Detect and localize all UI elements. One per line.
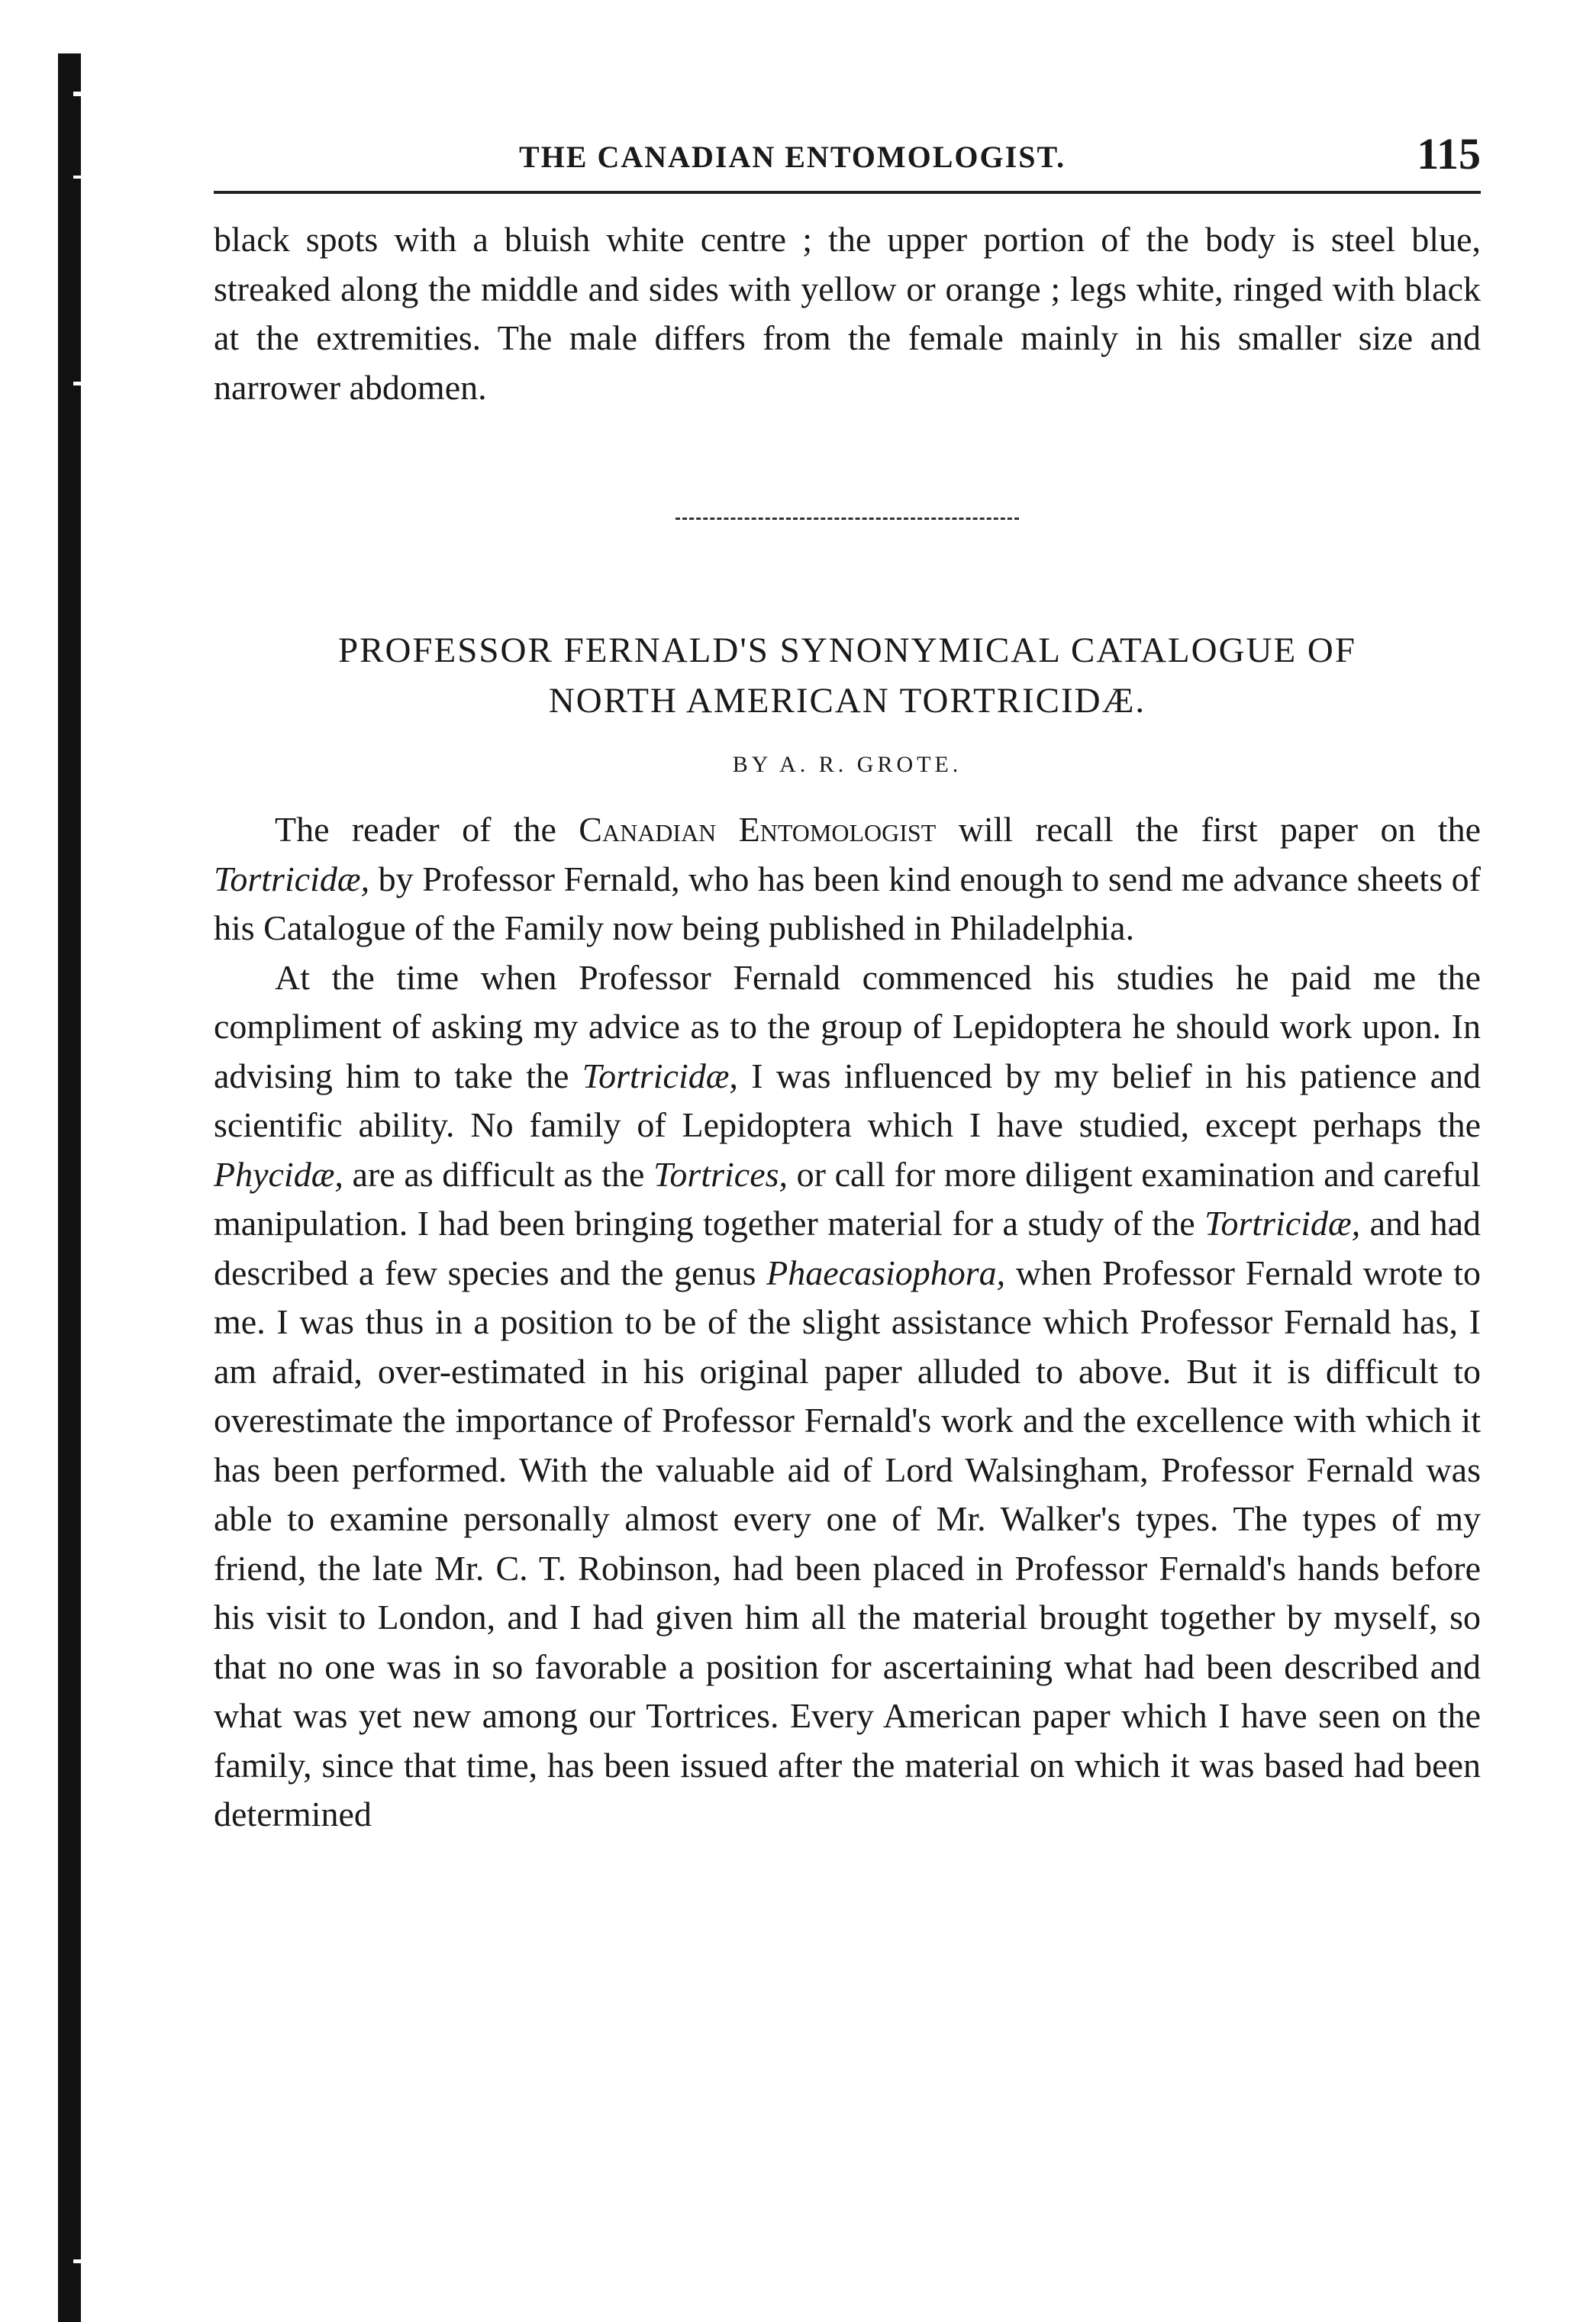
- running-title: THE CANADIAN ENTOMOLOGIST.: [519, 140, 1066, 174]
- article-title-line-2: NORTH AMERICAN TORTRICIDÆ.: [548, 681, 1146, 721]
- taxon-name: Tortricidæ,: [1204, 1204, 1361, 1243]
- text-run: will recall the first paper on the: [936, 810, 1481, 849]
- continued-paragraph: black spots with a bluish white centre ; the upper portion of the body is steel blue, streaked along the middle and sides with yellow or orange ; legs white, ringed with black at the extremities. The male differs from the female mainly in his smaller size and narrower abdomen.: [214, 220, 1481, 407]
- header-rule: [214, 191, 1481, 194]
- text-run: The reader of the: [275, 810, 579, 849]
- page-number: 115: [1417, 129, 1481, 179]
- document-page: [214, 122, 1481, 1840]
- taxon-name: Tortricidæ,: [214, 859, 370, 898]
- paragraph-2: [214, 953, 1481, 1840]
- paragraph-1: [214, 805, 1481, 953]
- text-run: by Professor Fernald, who has been kind enough to send me advance sheets of his Catalogue of the Family now being published in Philadelphia.: [214, 859, 1481, 947]
- article-byline: BY A. R. GROTE.: [732, 752, 962, 777]
- taxon-name: Phycidæ,: [214, 1154, 343, 1194]
- binding-edge: [58, 53, 81, 2322]
- running-header: [214, 122, 1481, 191]
- text-run: At the time when Professor Fernald commenced his studies he paid me the compliment of asking my advice as to the group of Lepidoptera he should work upon. In advising him to take the: [214, 957, 1481, 1095]
- taxon-name: Tortricidæ,: [582, 1056, 738, 1095]
- text-run: when Professor Fernald wrote to me. I was thus in a position to be of the slight assistance which Professor Fernald has, I am afraid, over-estimated in his original paper alluded to above. But it is difficult to overestimate the importance of Professor Fernald's work and the excellence with which it has been performed. With the valuable aid of Lord Walsingham, Professor Fernald was able to examine personally almost every one of Mr. Walker's types. The types of my friend, the late Mr. C. T. Robinson, had been placed in Professor Fernald's hands before his visit to London, and I had given him all the material brought together by myself, so that no one was in so favorable a position for ascertaining what had been described and what was yet new among our Tortrices. Every American paper which I have seen on the family, since that time, has been issued after the material on which it was based had been determined: [214, 1253, 1481, 1833]
- binding-notch: [73, 382, 84, 385]
- article-title: [214, 625, 1481, 726]
- taxon-name: Tortrices,: [653, 1154, 788, 1194]
- article-title-line-1: PROFESSOR FERNALD'S SYNONYMICAL CATALOGUE OF: [337, 630, 1357, 670]
- text-run: and had described a few species and the genus: [214, 1204, 1481, 1292]
- journal-name: Canadian Entomologist: [579, 810, 937, 849]
- binding-notch: [73, 176, 84, 179]
- text-run: I was influenced by my belief in his patience and scientific ability. No family of Lepidoptera which I have studied, except perhaps the: [214, 1056, 1482, 1144]
- text-run: or call for more diligent examination and careful manipulation. I had been bringing together material for a study of the: [214, 1154, 1481, 1243]
- binding-notch: [73, 92, 84, 96]
- binding-notch: [73, 2259, 84, 2263]
- section-divider: [675, 518, 1019, 520]
- taxon-name: Phaecasiophora,: [766, 1253, 1006, 1292]
- text-run: are as difficult as the: [343, 1154, 654, 1194]
